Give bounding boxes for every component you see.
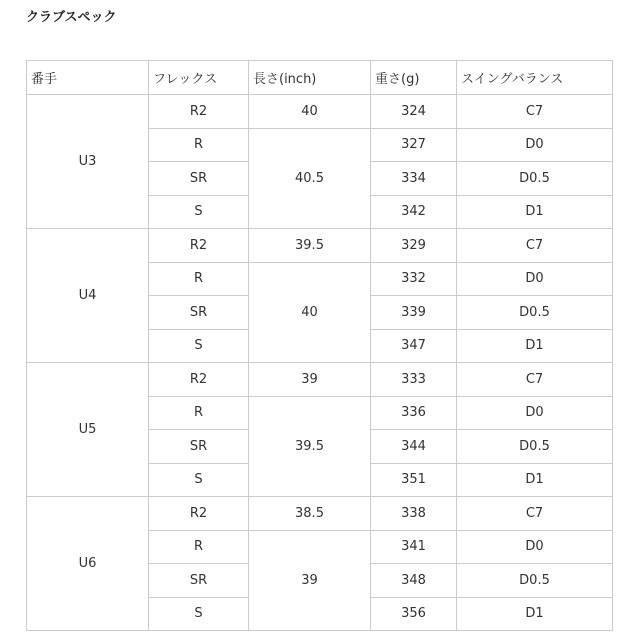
flex-cell: S (149, 463, 249, 497)
header-flex: フレックス (149, 61, 249, 95)
weight-cell: 339 (371, 296, 457, 330)
length-cell: 40 (249, 95, 371, 129)
flex-cell: R (149, 262, 249, 296)
table-row (27, 363, 613, 397)
length-cell: 39 (249, 363, 371, 397)
table-body (27, 95, 613, 631)
length-cell: 39.5 (249, 396, 371, 497)
flex-cell: SR (149, 430, 249, 464)
flex-cell: R2 (149, 363, 249, 397)
weight-cell: 351 (371, 463, 457, 497)
balance-cell: D0.5 (457, 564, 613, 598)
table-row (27, 95, 613, 129)
flex-cell: SR (149, 296, 249, 330)
balance-cell: D1 (457, 329, 613, 363)
length-cell: 39.5 (249, 229, 371, 263)
weight-cell: 327 (371, 128, 457, 162)
table-row (27, 229, 613, 263)
balance-cell: D0 (457, 262, 613, 296)
flex-cell: S (149, 597, 249, 631)
length-cell: 40 (249, 262, 371, 363)
weight-cell: 341 (371, 530, 457, 564)
balance-cell: D1 (457, 597, 613, 631)
length-cell: 38.5 (249, 497, 371, 531)
club-spec-table (26, 60, 613, 631)
flex-cell: R (149, 396, 249, 430)
header-weight: 重さ(g) (371, 61, 457, 95)
weight-cell: 356 (371, 597, 457, 631)
club-cell: U3 (27, 95, 149, 229)
table-row (27, 497, 613, 531)
header-length: 長さ(inch) (249, 61, 371, 95)
balance-cell: D1 (457, 195, 613, 229)
flex-cell: R2 (149, 229, 249, 263)
balance-cell: D0 (457, 396, 613, 430)
flex-cell: R (149, 128, 249, 162)
weight-cell: 333 (371, 363, 457, 397)
balance-cell: D1 (457, 463, 613, 497)
balance-cell: D0.5 (457, 430, 613, 464)
balance-cell: C7 (457, 95, 613, 129)
header-swing-balance: スイングバランス (457, 61, 613, 95)
balance-cell: C7 (457, 363, 613, 397)
club-cell: U4 (27, 229, 149, 363)
flex-cell: R (149, 530, 249, 564)
page-title: クラブスペック (26, 10, 117, 25)
weight-cell: 332 (371, 262, 457, 296)
weight-cell: 348 (371, 564, 457, 598)
weight-cell: 329 (371, 229, 457, 263)
flex-cell: SR (149, 564, 249, 598)
table-header-row (27, 61, 613, 95)
club-cell: U5 (27, 363, 149, 497)
flex-cell: R2 (149, 497, 249, 531)
length-cell: 39 (249, 530, 371, 631)
balance-cell: D0.5 (457, 296, 613, 330)
weight-cell: 324 (371, 95, 457, 129)
header-club: 番手 (27, 61, 149, 95)
weight-cell: 347 (371, 329, 457, 363)
flex-cell: SR (149, 162, 249, 196)
balance-cell: C7 (457, 497, 613, 531)
balance-cell: D0 (457, 128, 613, 162)
weight-cell: 336 (371, 396, 457, 430)
balance-cell: C7 (457, 229, 613, 263)
weight-cell: 334 (371, 162, 457, 196)
flex-cell: S (149, 329, 249, 363)
flex-cell: R2 (149, 95, 249, 129)
flex-cell: S (149, 195, 249, 229)
length-cell: 40.5 (249, 128, 371, 229)
club-cell: U6 (27, 497, 149, 631)
weight-cell: 344 (371, 430, 457, 464)
weight-cell: 342 (371, 195, 457, 229)
balance-cell: D0.5 (457, 162, 613, 196)
weight-cell: 338 (371, 497, 457, 531)
balance-cell: D0 (457, 530, 613, 564)
